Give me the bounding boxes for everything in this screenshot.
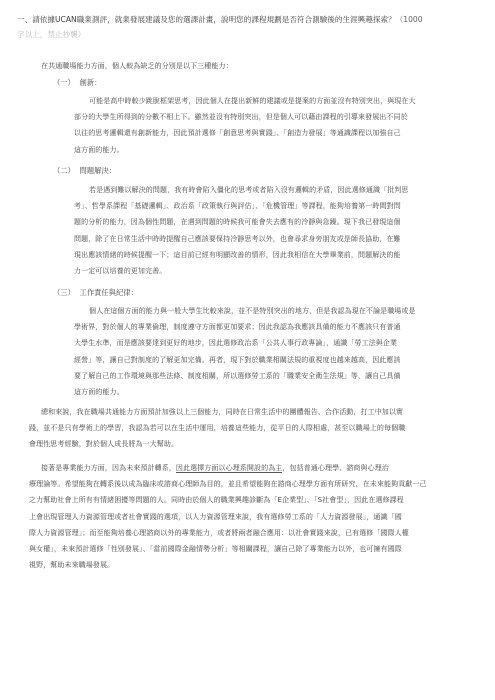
section-3-heading xyxy=(53,287,138,299)
major-line: 之力幫助社會上所有有情緒困擾等問題的人。同時由於個人的職業興趣診斷為「E企業型」、「S社會型」，因此在選修課程 xyxy=(29,496,404,505)
summary-line: 總和來說，我在職場共通能力方面預計加強以上三個能力，同時在日常生活中的團體報告、合作活動，打工中加以實 xyxy=(41,408,404,416)
section-1-heading xyxy=(53,77,101,89)
section-2-body xyxy=(74,182,409,279)
section-2-line: 若是遇到難以解決的問題，我有時會陷入僵化的思考或者陷入沒有邏輯的矛盾，因此選修通識「批判思 xyxy=(89,186,409,194)
question-points-cont: 字以上，禁止抄襲） xyxy=(17,30,86,39)
section-1-body xyxy=(74,93,416,158)
section-3-line: 個人在這個方面的能力與一般大學生比較來說，並不是特別突出的地方，但是我認為現在不論是職場或是 xyxy=(89,307,416,315)
section-2-line: 力一定可以培養的更加完善。 xyxy=(74,267,167,276)
section-2-line: 考」、哲學系課程「基礎邏輯」、政治系「政策執行與評估」、「危機管理」等課程，能夠培養第一時間對問 xyxy=(74,202,401,211)
section-3-label: （三） xyxy=(53,288,75,297)
section-3-line: 大學生水準，而是應該要達到更好的地步，因此選修政治系「公共人事行政專論」，通識「勞工法與企業 xyxy=(74,339,398,348)
major-paragraph xyxy=(29,460,427,573)
section-2-label: （二） xyxy=(53,166,75,175)
major-line: 際人力資源管理」；而至能夠培養心理諮商以外的專業能力，或者將兩者融合應用：以社會實踐來說，已有選修「國際人權 xyxy=(29,528,409,537)
major-line-end: ，包括普通心理學、諮商與心理治 xyxy=(282,464,389,472)
major-underlined-text: 因此選擇方面以心理系開設的為主 xyxy=(175,464,283,472)
section-1-title: 創新： xyxy=(79,78,102,87)
section-3-title: 工作責任與紀律： xyxy=(79,288,138,297)
section-1-line: 部分的大學生所得到的分數不相上下。雖然並沒有特別突出，但是個人可以藉由課程的引導來發展出不同於 xyxy=(74,113,408,122)
summary-paragraph xyxy=(29,404,406,453)
section-2-line: 題的分析的能力，因為個性問題，在遇到問題的時候我可能會失去應有的冷靜與急躁。現下我已發現這個 xyxy=(74,218,401,227)
section-1-line: 可能是高中時較少跳脫框架思考，因此個人在提出新鮮的建議或是提案的方面並沒有特別突出，與現在大 xyxy=(89,97,416,105)
section-1-label: （一） xyxy=(53,78,75,87)
section-2-line: 問題，除了在日常生活中時時提醒自己應該要保持冷靜思考以外，也會尋求身旁朋友或是師長協助，在難 xyxy=(74,234,401,243)
section-2-line: 現出應該情緒的時候提醒一下；這目前已經有明顯改善的情形，因此我相信在大學畢業前，問題解決的能 xyxy=(74,250,401,259)
major-line: 視野，幫助未來職場發展。 xyxy=(29,561,115,570)
question-text: 請依據UCAN職業測評，就業發展建議及您的選課計畫，說明您的課程規劃是否符合測驗後的生涯興趣探索？ xyxy=(32,15,396,24)
section-3-line: 這方面的能力。 xyxy=(74,388,124,397)
major-line-first xyxy=(41,460,427,476)
question-points: （1000 xyxy=(395,15,423,24)
section-3-line: 經營」等，讓自己對制度的了解更加完備。再者，現下對於職業相關法規的重視度也越來越高，因此應該 xyxy=(74,355,401,364)
summary-line: 會理性思考經驗，對於個人成長將為一大幫助。 xyxy=(29,440,179,449)
summary-line: 踐，並不是只有學術上的學習，我認為若可以在生活中運用，培養這些能力，從平日的人際相處，甚至以職場上的每個職 xyxy=(29,424,406,433)
question-block xyxy=(17,12,479,42)
section-1-line: 以往的思考邏輯還有創新能力，因此預計選修「創意思考與實踐」、「創造力發展」等通識課程以加強自己 xyxy=(74,129,401,138)
intro-text: 在共通職場能力方面，個人較為缺乏的分別是以下三種能力： xyxy=(41,62,233,70)
major-line: 與女權」，未來預計選修「性別發展」、「當前國際金融情勢分析」等相關課程，讓自己除了專業能力以外，也可擁有國際 xyxy=(29,545,402,554)
section-3-body xyxy=(74,303,416,400)
section-1-line: 這方面的能力。 xyxy=(74,145,124,154)
major-line-start: 接著是專業能力方面，因為未來預計轉系， xyxy=(41,464,176,472)
section-2-heading xyxy=(53,165,116,177)
section-3-line: 要了解自己的工作環境與那些法條、制度相關，所以選修勞工系的「職業安全衛生法規」等，讓自己具備 xyxy=(74,371,401,380)
major-line: 上會出現管理人力資源管理或者社會實踐的選項，以人力資源管理來說，我有選修勞工系的「人力資源發展」，通識「國 xyxy=(29,512,402,521)
question-prefix: 一、 xyxy=(17,15,33,24)
section-3-line: 學術界，對於個人的專業倫理，制度遵守方面都更加要求；因此我認為我應該具備的能力不應該只有普通 xyxy=(74,323,401,332)
major-line: 療理論等。希望能夠在轉系後以成為臨床或諮商心理師為目的，並且希望能夠在諮商心理學方面有所研究，在未來能夠貢獻一己 xyxy=(29,480,427,489)
section-2-title: 問題解決： xyxy=(79,166,117,175)
